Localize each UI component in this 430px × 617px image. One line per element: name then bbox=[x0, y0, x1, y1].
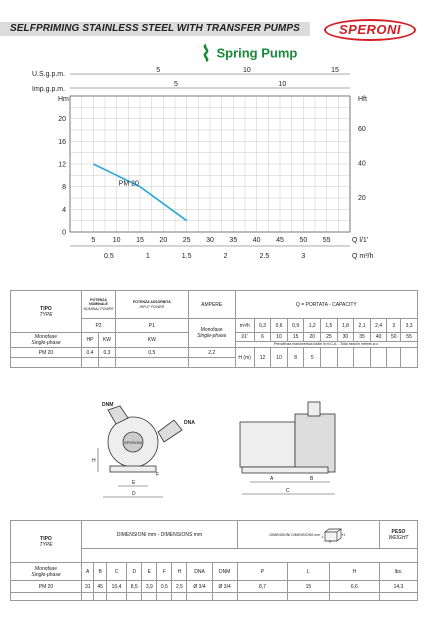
x-tick-lmin: 10 bbox=[112, 237, 121, 244]
x-tick-lmin: 5 bbox=[91, 237, 96, 244]
dnm-label: DNM bbox=[102, 402, 114, 408]
y-axis-label-right: Hft bbox=[358, 96, 367, 103]
x-tick-lmin: 40 bbox=[252, 237, 261, 244]
a-dim-label: A bbox=[270, 476, 274, 482]
performance-table: TIPO TYPE POTENZA NOMINALE NOMINAL POWER POTENZA ASSORBITA INPUT POWER AMPERE Q = PORTATA - CAPACITY P2 P1 Monofase Single-phase m³/h 0,3 0,6 0,9 1,2 1,5 1,8 2,1 2,4 3 3,3 Monofase Single-phase HP KW KW l/1' 6 10 15 20 25 30 35 40 50 55 Prevalenza manometrica totale in m.C.A. - Total head in metres w.c. PM 20 0,4 0,3 0,5 2,2 H (m) 12 10 8 5 bbox=[10, 290, 418, 368]
dimensions-table: TIPO TYPE DIMENSIONI mm - DIMENSIONS mm DIMENSIONI DIMENSIONS mm L H P PESO WEIGHT Monofase Single-phase A B C D E F H DNA DNM P L H lbs. PM 20 31 45 10,4 8,5 3,9 0,5 2,5 Ø 3/4 Ø 3/4 8,7 15 6,6 14,3 bbox=[10, 520, 418, 601]
pump-drawing-front bbox=[88, 392, 208, 502]
us-gpm-tick: 10 bbox=[242, 67, 251, 74]
imp-gpm-tick: 5 bbox=[173, 81, 178, 88]
x-tick-lmin: 45 bbox=[276, 237, 284, 244]
speroni-logo: SPERONI bbox=[324, 19, 416, 41]
x-tick-lmin: 50 bbox=[299, 237, 308, 244]
us-gpm-tick: 15 bbox=[331, 67, 339, 74]
y-tick-left: 0 bbox=[62, 229, 66, 237]
pump-drawing-side bbox=[230, 392, 360, 502]
us-gpm-axis-label: U.S.g.p.m. bbox=[32, 71, 66, 78]
x-tick-m3h: 0.5 bbox=[104, 253, 114, 260]
page-title: SELFPRIMING STAINLESS STEEL WITH TRANSFER PUMPS bbox=[10, 23, 300, 34]
d-dim-label: D bbox=[132, 491, 136, 497]
h-dim-label: H bbox=[92, 458, 96, 464]
box-icon bbox=[321, 527, 347, 543]
y-tick-left: 8 bbox=[62, 184, 66, 192]
f-dim-label: F bbox=[156, 472, 160, 478]
pump-brand-label: SPERONI bbox=[124, 440, 143, 445]
y-tick-left: 20 bbox=[58, 116, 66, 124]
svg-text:H: H bbox=[342, 531, 346, 537]
spring-pump-logo: Spring Pump bbox=[200, 44, 297, 62]
x-tick-m3h: 3 bbox=[301, 253, 306, 260]
dimension-box: DIMENSIONI DIMENSIONS mm L H P bbox=[237, 521, 379, 549]
y-tick-left: 12 bbox=[58, 161, 66, 169]
x-tick-lmin: 20 bbox=[159, 237, 168, 244]
x-tick-lmin: 55 bbox=[322, 237, 331, 244]
y-tick-right: 20 bbox=[358, 194, 366, 202]
y-tick-left: 16 bbox=[58, 138, 66, 146]
svg-text:P: P bbox=[329, 538, 332, 543]
svg-text:L: L bbox=[322, 533, 325, 539]
x-tick-lmin: 35 bbox=[229, 237, 238, 244]
imp-gpm-axis-label: Imp.g.p.m. bbox=[32, 86, 66, 93]
x-tick-m3h: 1 bbox=[145, 253, 150, 260]
dna-label: DNA bbox=[184, 420, 195, 426]
b-dim-label: B bbox=[310, 476, 314, 482]
spring-pump-mark-icon bbox=[200, 44, 212, 62]
us-gpm-tick: 5 bbox=[156, 67, 161, 74]
x-tick-lmin: 15 bbox=[136, 237, 144, 244]
x-axis-label-m3h: Q m³/h bbox=[352, 253, 374, 260]
y-tick-left: 4 bbox=[62, 206, 66, 214]
series-label-pm20: PM 20 bbox=[118, 180, 139, 188]
y-axis-label-left: Hm bbox=[58, 96, 69, 103]
c-dim-label: C bbox=[286, 488, 290, 494]
x-tick-m3h: 2 bbox=[223, 253, 228, 260]
x-axis-label-lmin: Q l/1' bbox=[352, 237, 369, 244]
x-tick-m3h: 2.5 bbox=[259, 253, 270, 260]
x-tick-lmin: 30 bbox=[206, 237, 214, 244]
imp-gpm-tick: 10 bbox=[278, 81, 287, 88]
y-tick-right: 60 bbox=[358, 125, 366, 133]
x-tick-lmin: 25 bbox=[182, 237, 191, 244]
performance-chart bbox=[0, 64, 430, 264]
y-tick-right: 40 bbox=[358, 160, 366, 168]
x-tick-m3h: 1.5 bbox=[181, 253, 192, 260]
e-dim-label: E bbox=[132, 480, 136, 486]
